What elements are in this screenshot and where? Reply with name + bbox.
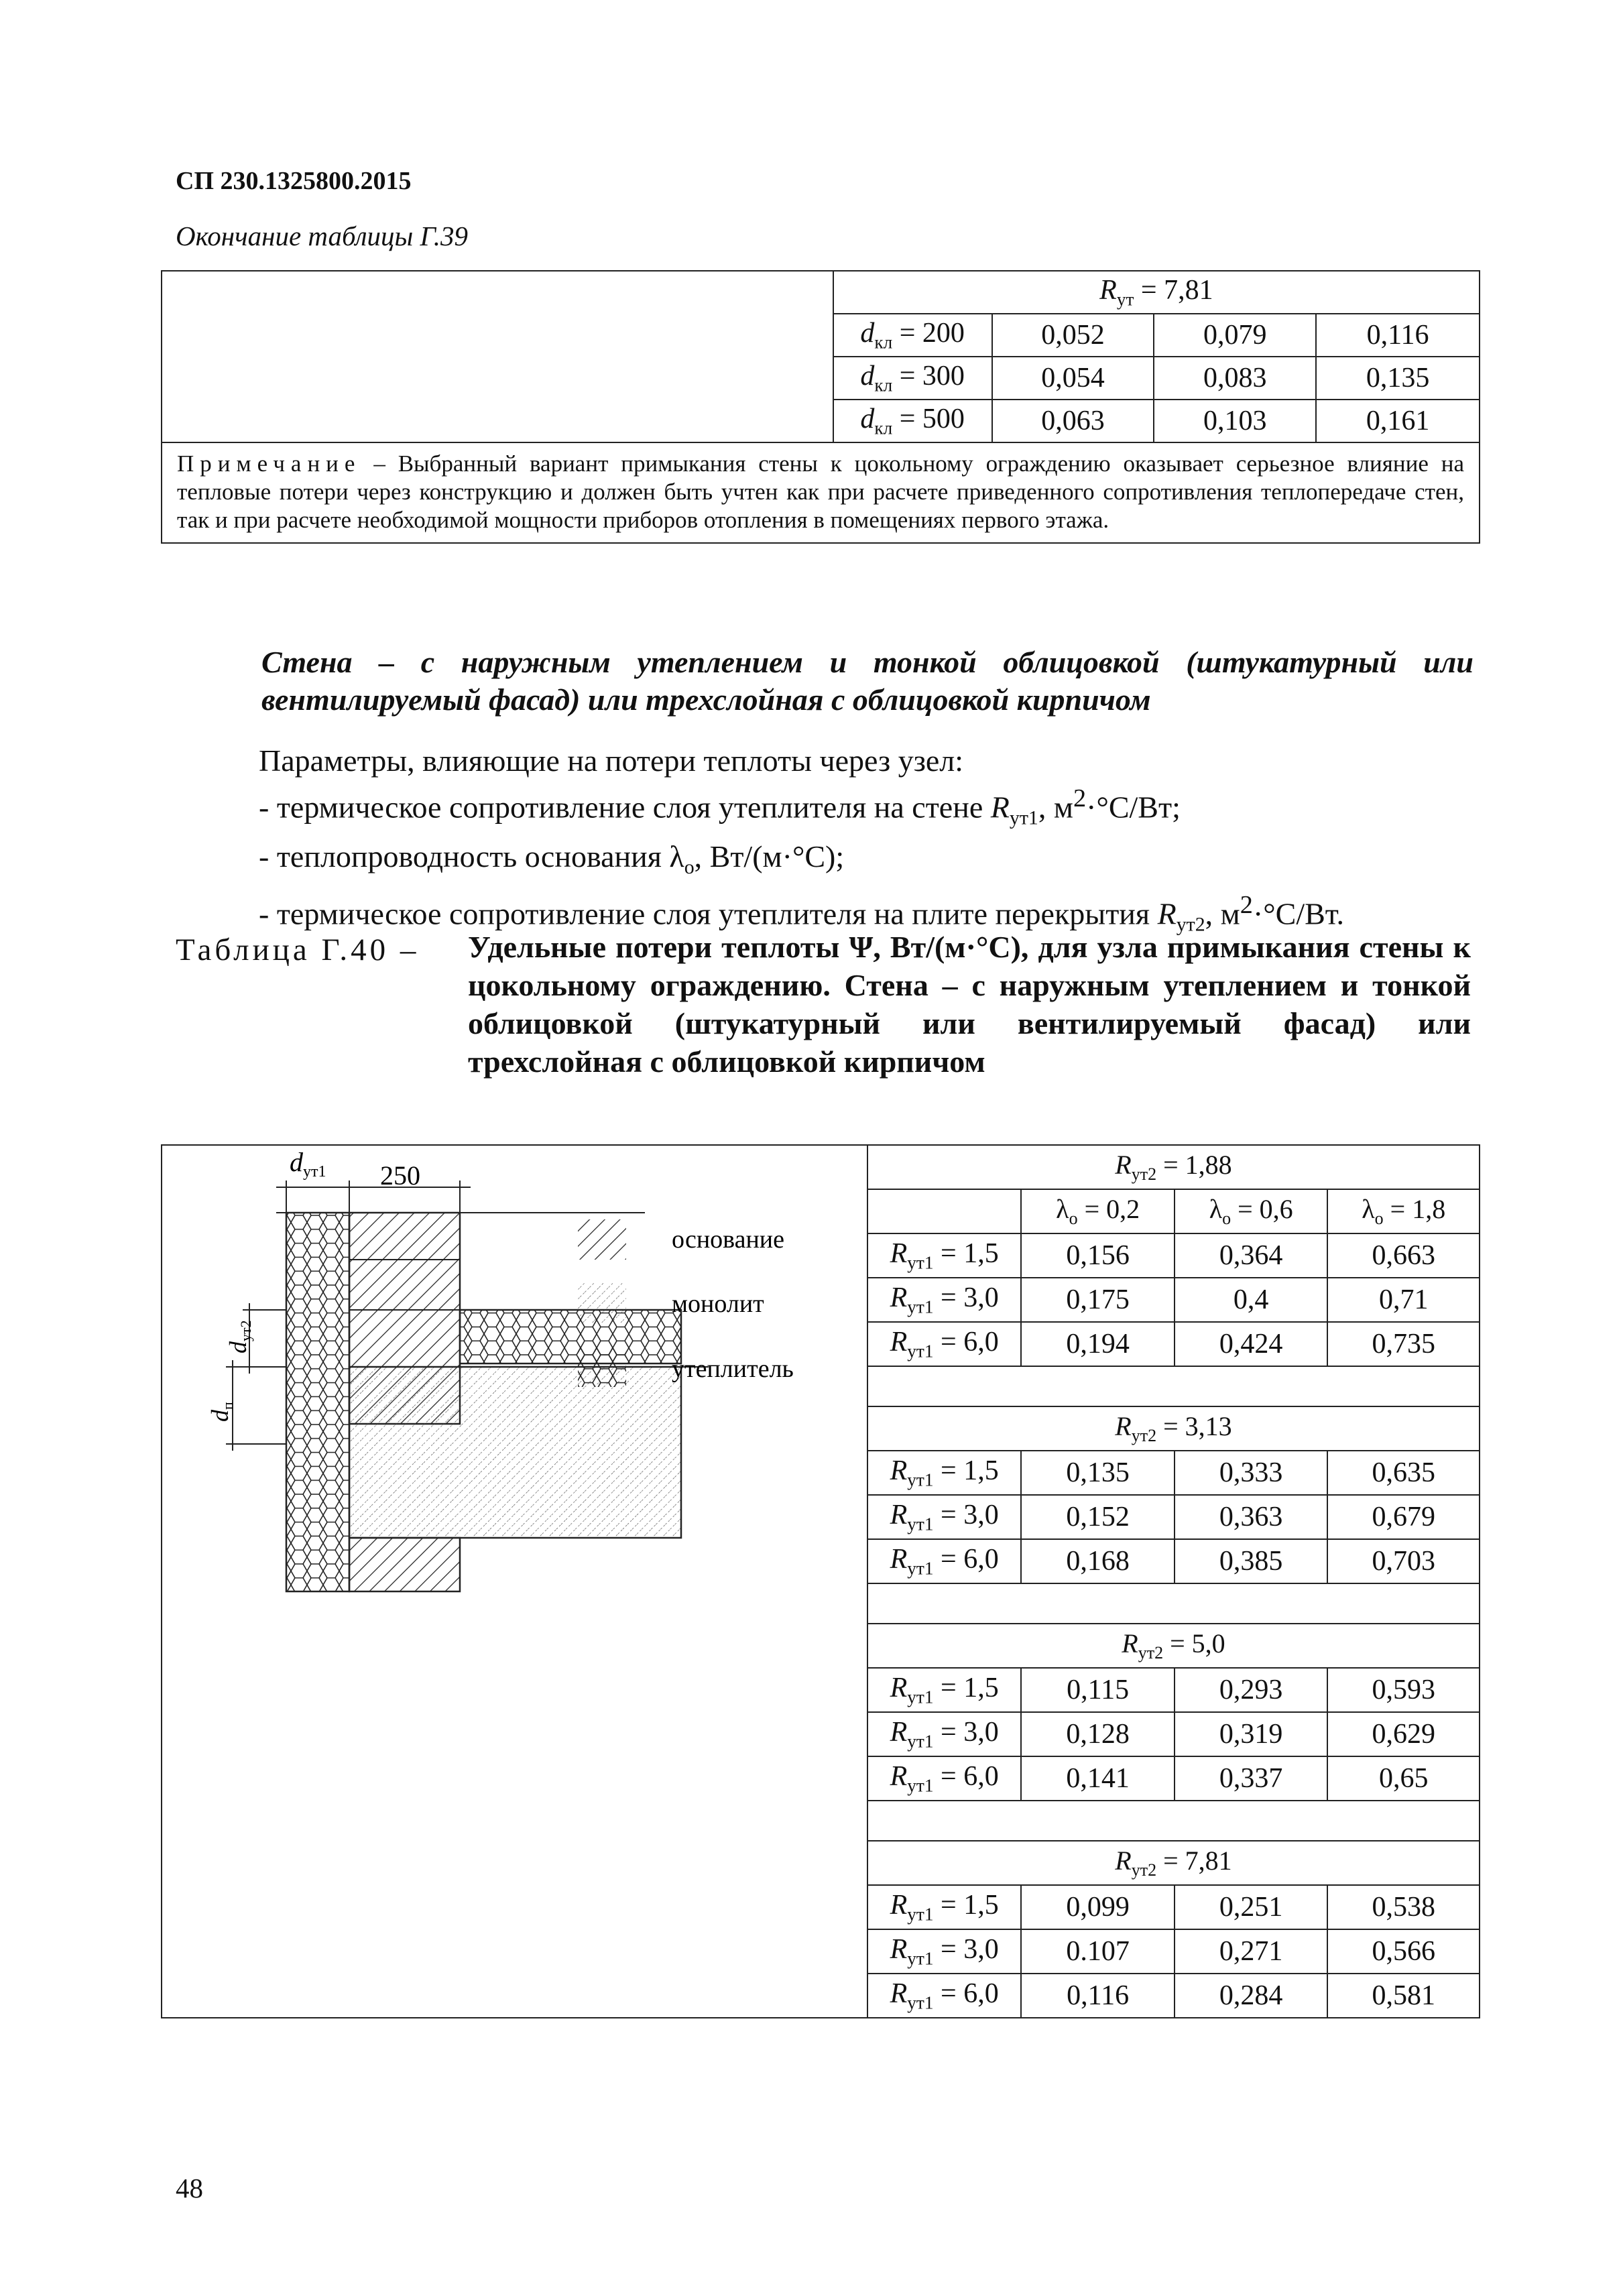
value-cell: 0,116 xyxy=(1316,314,1480,357)
wall-insulation-layer xyxy=(286,1213,349,1591)
value-cell: 0,679 xyxy=(1327,1495,1480,1539)
value-cell: 0,135 xyxy=(1316,357,1480,400)
value-cell: 0,168 xyxy=(1021,1539,1175,1583)
value-cell: 0,103 xyxy=(1154,400,1316,442)
r-header-cell: $R_{ут} = 7,81$ xyxy=(833,271,1480,314)
r1-label: $R_{ут1} = 1,5$ xyxy=(867,1451,1021,1495)
parameter-item: - термическое сопротивление слоя утеплителя на плите перекрытия $R_{ут2}$, $м^2\cdot^\circ С/Вт$. xyxy=(259,890,1344,936)
table-continuation-caption: Окончание таблицы Г.39 xyxy=(176,221,469,251)
lambda-header: $\lambda_о = 1,8$ xyxy=(1327,1189,1480,1233)
value-cell: 0,135 xyxy=(1021,1451,1175,1495)
value-cell: 0,063 xyxy=(992,400,1154,442)
row-label: $d_{кл} = 200$ xyxy=(833,314,992,357)
value-cell: 0,194 xyxy=(1021,1322,1175,1366)
value-cell: 0,663 xyxy=(1327,1233,1480,1278)
r2-group-header: $R_{ут2} = 3,13$ xyxy=(867,1406,1480,1451)
diagram-cell xyxy=(162,1145,867,2018)
lambda-header: $\lambda_о = 0,2$ xyxy=(1021,1189,1175,1233)
table-g39-end xyxy=(161,270,1480,544)
legend-monolith: монолит xyxy=(672,1290,764,1318)
r1-label: $R_{ут1} = 6,0$ xyxy=(867,1539,1021,1583)
r2-group-header: $R_{ут2} = 1,88$ xyxy=(867,1145,1480,1189)
value-cell: 0,128 xyxy=(1021,1712,1175,1756)
lambda-header: $\lambda_о = 0,6$ xyxy=(1175,1189,1328,1233)
value-cell: 0,635 xyxy=(1327,1451,1480,1495)
section-heading: Стена – с наружным утеплением и тонкой облицовкой (штукатурный или вентилируемый фасад) или трехслойная с облицовкой кирпичом xyxy=(261,645,1474,717)
monolith-slab xyxy=(349,1367,681,1538)
table-label: Таблица Г.40 – xyxy=(176,932,420,967)
r1-label: $R_{ут1} = 3,0$ xyxy=(867,1712,1021,1756)
table-title: Удельные потери теплоты Ψ, Вт/(м·°С), для узла примыкания стены к цокольному ограждению. Стена – с наружным утеплением и тонкой облицовкой (штукатурный или вентилируемый фасад) или трехслойная с облицовкой кирпичом xyxy=(468,930,1471,1079)
legend-base: основание xyxy=(672,1225,784,1254)
value-cell: 0,083 xyxy=(1154,357,1316,400)
value-cell: 0,054 xyxy=(992,357,1154,400)
legend-swatch-base xyxy=(578,1219,626,1260)
r2-group-header: $R_{ут2} = 5,0$ xyxy=(867,1624,1480,1668)
value-cell: 0,566 xyxy=(1327,1929,1480,1974)
slab-insulation-layer xyxy=(460,1310,681,1364)
r2-group-header: $R_{ут2} = 7,81$ xyxy=(867,1841,1480,1885)
spacer-cell xyxy=(867,1583,1480,1624)
value-cell: 0,251 xyxy=(1175,1885,1328,1929)
value-cell: 0,099 xyxy=(1021,1885,1175,1929)
note-label: Примечание xyxy=(177,450,361,477)
value-cell: 0,629 xyxy=(1327,1712,1480,1756)
value-cell: 0,079 xyxy=(1154,314,1316,357)
spacer-cell xyxy=(867,1801,1480,1841)
value-cell: 0,71 xyxy=(1327,1278,1480,1322)
r1-label: $R_{ут1} = 1,5$ xyxy=(867,1885,1021,1929)
value-cell: 0,65 xyxy=(1327,1756,1480,1801)
value-cell: 0,271 xyxy=(1175,1929,1328,1974)
r1-label: $R_{ут1} = 3,0$ xyxy=(867,1929,1021,1974)
table-row xyxy=(162,442,1480,543)
table-note xyxy=(162,442,1480,543)
value-cell: 0,152 xyxy=(1021,1495,1175,1539)
value-cell: 0,424 xyxy=(1175,1322,1328,1366)
page-number: 48 xyxy=(176,2173,203,2203)
legend-swatch-insulation xyxy=(578,1347,626,1387)
empty-cell xyxy=(162,271,833,442)
value-cell: 0,538 xyxy=(1327,1885,1480,1929)
table-row xyxy=(162,1145,1480,1189)
parameter-item: - теплопроводность основания $\lambda_о$, Вт/(м·°С); xyxy=(259,839,845,878)
value-cell: 0,703 xyxy=(1327,1539,1480,1583)
legend-insulation: утеплитель xyxy=(672,1355,794,1383)
value-cell: 0,161 xyxy=(1316,400,1480,442)
value-cell: 0,175 xyxy=(1021,1278,1175,1322)
r1-label: $R_{ут1} = 1,5$ xyxy=(867,1668,1021,1712)
label-d-p: dп xyxy=(206,1402,236,1422)
note-text: – Выбранный вариант примыкания стены к цокольному ограждению оказывает серьезное влияние на тепловые потери через конструкцию и должен быть учтен как при расчете приведенного сопротивления теплопередаче стен, так и при расчете необходимой мощности приборов отопления в помещениях первого этажа. xyxy=(177,450,1464,533)
value-cell: 0,4 xyxy=(1175,1278,1328,1322)
r1-label: $R_{ут1} = 3,0$ xyxy=(867,1495,1021,1539)
value-cell: 0,363 xyxy=(1175,1495,1328,1539)
value-cell: 0,364 xyxy=(1175,1233,1328,1278)
parameters-list xyxy=(259,741,1344,943)
row-label: $d_{кл} = 300$ xyxy=(833,357,992,400)
table-row xyxy=(162,271,1480,314)
label-d-yt1: $d_{ут1}$ xyxy=(290,1147,326,1181)
value-cell: 0,319 xyxy=(1175,1712,1328,1756)
value-cell: 0,337 xyxy=(1175,1756,1328,1801)
r1-label: $R_{ут1} = 1,5$ xyxy=(867,1233,1021,1278)
value-cell: 0,581 xyxy=(1327,1974,1480,2018)
document-code: СП 230.1325800.2015 xyxy=(176,167,412,195)
r1-label: $R_{ут1} = 3,0$ xyxy=(867,1278,1021,1322)
value-cell: 0,385 xyxy=(1175,1539,1328,1583)
value-cell: 0,141 xyxy=(1021,1756,1175,1801)
value-cell: 0,116 xyxy=(1021,1974,1175,2018)
r1-label: $R_{ут1} = 6,0$ xyxy=(867,1756,1021,1801)
r1-label: $R_{ут1} = 6,0$ xyxy=(867,1322,1021,1366)
junction-diagram xyxy=(162,1146,859,1682)
value-cell: 0,593 xyxy=(1327,1668,1480,1712)
value-cell: 0,333 xyxy=(1175,1451,1328,1495)
value-cell: 0,284 xyxy=(1175,1974,1328,2018)
spacer-cell xyxy=(867,1366,1480,1406)
value-cell: 0,052 xyxy=(992,314,1154,357)
parameter-item: - термическое сопротивление слоя утеплителя на стене $R_{ут1}$, $м^2\cdot^\circ С/Вт$; xyxy=(259,784,1181,829)
r1-label: $R_{ут1} = 6,0$ xyxy=(867,1974,1021,2018)
row-label: $d_{кл} = 500$ xyxy=(833,400,992,442)
legend-swatch-monolith xyxy=(578,1283,626,1323)
value-cell: 0,156 xyxy=(1021,1233,1175,1278)
value-cell: 0,735 xyxy=(1327,1322,1480,1366)
label-d-yt2: dут2 xyxy=(225,1320,254,1353)
value-cell: 0,115 xyxy=(1021,1668,1175,1712)
dimension-250: 250 xyxy=(380,1160,420,1191)
parameters-intro: Параметры, влияющие на потери теплоты через узел: xyxy=(259,743,964,778)
basement-wall xyxy=(349,1538,460,1591)
value-cell: 0,293 xyxy=(1175,1668,1328,1712)
empty-cell xyxy=(867,1189,1021,1233)
table-g40 xyxy=(161,1144,1480,2018)
value-cell: 0.107 xyxy=(1021,1929,1175,1974)
